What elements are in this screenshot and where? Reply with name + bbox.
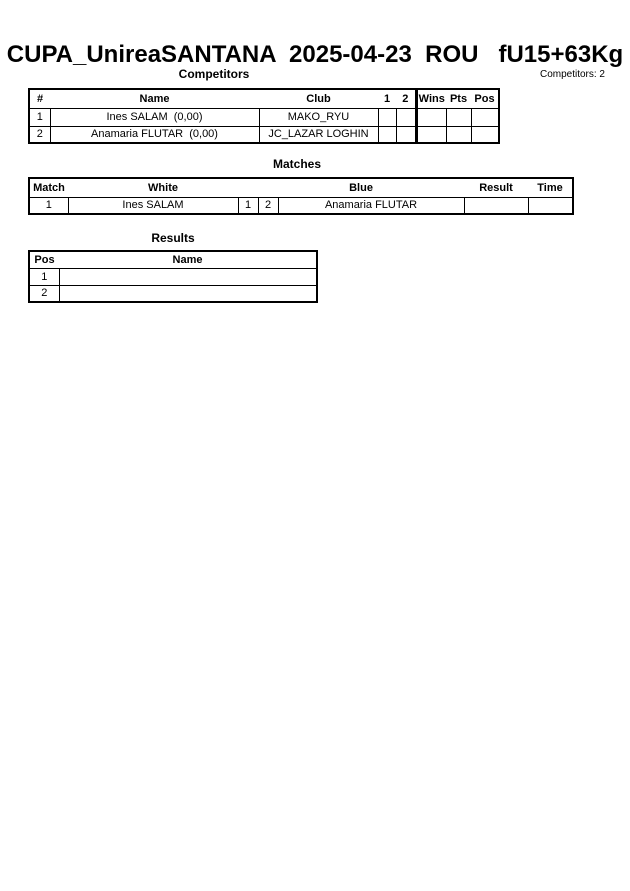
results-heading: Results bbox=[151, 231, 195, 245]
results-header-name: Name bbox=[59, 251, 317, 268]
competitor-pts-cell bbox=[446, 126, 471, 143]
table-row bbox=[29, 268, 317, 285]
competitor-num-cell: 2 bbox=[29, 126, 50, 143]
competitor-pos-cell bbox=[471, 108, 499, 126]
matches-header-row bbox=[29, 178, 573, 197]
page-title: CUPA_UnireaSANTANA 2025-04-23 ROU fU15+63Kg bbox=[6, 41, 624, 68]
competitor-score2-cell bbox=[396, 126, 416, 143]
competitors-header-num: # bbox=[29, 89, 50, 108]
competitors-header-pts: Pts bbox=[446, 89, 471, 108]
matches-header-time: Time bbox=[528, 178, 573, 197]
competitors-table bbox=[28, 88, 500, 144]
competitor-wins-cell bbox=[416, 108, 446, 126]
results-table bbox=[28, 250, 318, 303]
competitor-score1-cell bbox=[378, 108, 396, 126]
competitors-header-name: Name bbox=[50, 89, 259, 108]
result-pos-cell: 2 bbox=[29, 285, 59, 302]
results-header-row bbox=[29, 251, 317, 268]
match-time-cell bbox=[528, 197, 573, 214]
match-num-cell: 1 bbox=[29, 197, 68, 214]
competitors-count-label: Competitors: 2 bbox=[539, 69, 605, 80]
results-header-pos: Pos bbox=[29, 251, 59, 268]
competitor-club-cell: MAKO_RYU bbox=[259, 108, 378, 126]
matches-header-blue: Blue bbox=[258, 178, 464, 197]
competitor-name-cell: Anamaria FLUTAR (0,00) bbox=[50, 126, 259, 143]
competitor-pts-cell bbox=[446, 108, 471, 126]
competitor-score1-cell bbox=[378, 126, 396, 143]
match-white-name-cell: Ines SALAM bbox=[68, 197, 238, 214]
competitor-num-cell: 1 bbox=[29, 108, 50, 126]
match-white-num-cell: 1 bbox=[238, 197, 258, 214]
result-name-cell bbox=[59, 285, 317, 302]
table-row bbox=[29, 126, 499, 143]
table-row bbox=[29, 285, 317, 302]
match-result-cell bbox=[464, 197, 528, 214]
table-row bbox=[29, 108, 499, 126]
match-blue-name-cell: Anamaria FLUTAR bbox=[278, 197, 464, 214]
table-row bbox=[29, 197, 573, 214]
competitors-header-1: 1 bbox=[378, 89, 396, 108]
competitor-pos-cell bbox=[471, 126, 499, 143]
competitors-header-2: 2 bbox=[396, 89, 416, 108]
competitors-header-wins: Wins bbox=[416, 89, 446, 108]
competitor-score2-cell bbox=[396, 108, 416, 126]
competitors-header-row bbox=[29, 89, 499, 108]
matches-header-result: Result bbox=[464, 178, 528, 197]
competitor-club-cell: JC_LAZAR LOGHIN bbox=[259, 126, 378, 143]
matches-header-match: Match bbox=[29, 178, 68, 197]
matches-header-white: White bbox=[68, 178, 258, 197]
matches-table bbox=[28, 177, 574, 215]
competitors-header-pos: Pos bbox=[471, 89, 499, 108]
result-pos-cell: 1 bbox=[29, 268, 59, 285]
competitors-heading: Competitors bbox=[178, 67, 250, 81]
competitors-header-club: Club bbox=[259, 89, 378, 108]
competitor-name-cell: Ines SALAM (0,00) bbox=[50, 108, 259, 126]
competitor-wins-cell bbox=[416, 126, 446, 143]
matches-heading: Matches bbox=[272, 157, 322, 171]
match-blue-num-cell: 2 bbox=[258, 197, 278, 214]
result-name-cell bbox=[59, 268, 317, 285]
